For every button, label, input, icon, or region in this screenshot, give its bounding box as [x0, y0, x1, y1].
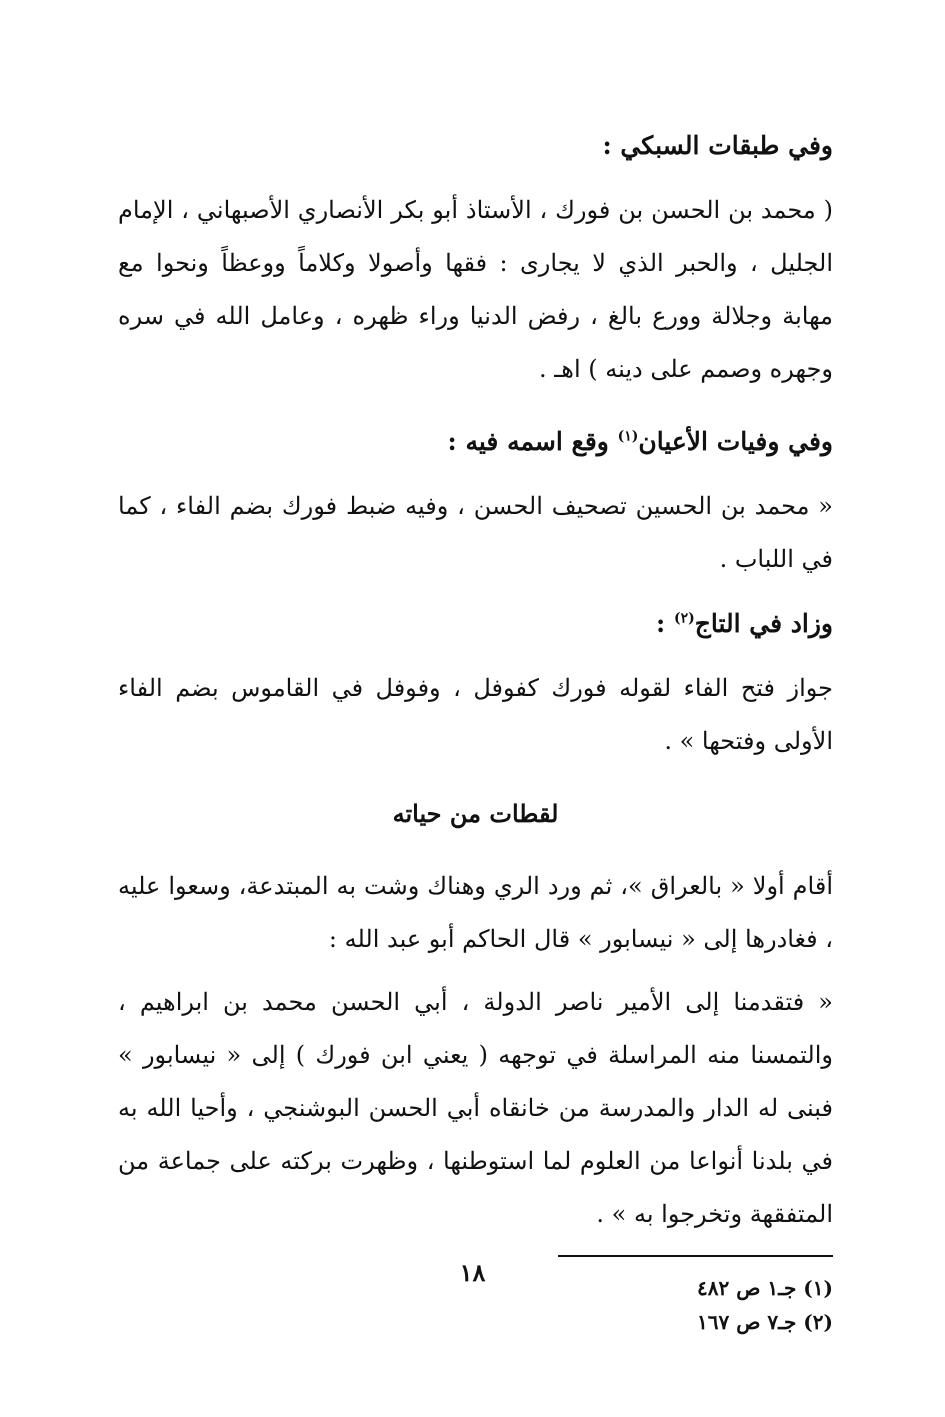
- paragraph-taj-quote: جواز فتح الفاء لقوله فورك كفوفل ، وفوفل في القاموس بضم الفاء الأولى وفتحها » .: [118, 674, 833, 755]
- footnote-ref-2: (٢): [673, 610, 695, 627]
- footnote-2: (٢) جـ٧ ص ١٦٧: [697, 1310, 833, 1334]
- footnote-1: (١) جـ١ ص ٤٨٢: [697, 1276, 833, 1300]
- heading-wafayat-al-ayan: [118, 414, 833, 470]
- paragraph-hakim-quote: « فتقدمنا إلى الأمير ناصر الدولة ، أبي الحسن محمد بن ابراهيم ، والتمسنا منه المراسلة في توجهه ( يعني ابن فورك ) إلى « نيسابور » فبنى له الدار والمدرسة من خانقاه أبي الحسن البوشنجي ، وأحيا الله به في بلدنا أنواعا من العلوم لما استوطنها ، وظهرت بركته على جماعة من المتفقهة وتخرجوا به » .: [118, 988, 833, 1228]
- heading-taj-tail: :: [656, 609, 674, 638]
- heading-taj-text: وزاد في التاج: [694, 609, 833, 638]
- paragraph-wafayat-quote: « محمد بن الحسين تصحيف الحسن ، وفيه ضبط فورك بضم الفاء ، كما في اللباب .: [118, 492, 833, 573]
- paragraph-subki-quote: ( محمد بن الحسن بن فورك ، الأستاذ أبو بكر الأنصاري الأصبهاني ، الإمام الجليل ، والحبر الذي لا يجارى : فقها وأصولا وكلاماً ووعظاً ونحوا مع مهابة وجلالة وورع بالغ ، رفض الدنيا وراء ظهره ، وعامل الله في سره وجهره وصمم على دينه ) اهـ .: [118, 196, 833, 383]
- heading-wafayat-tail: وقع اسمه فيه :: [447, 427, 618, 456]
- page-body: [118, 118, 833, 1339]
- section-title-life-glimpses: لقطات من حياته: [392, 799, 559, 828]
- heading-al-taj: [118, 596, 833, 652]
- footnote-divider: [558, 1255, 833, 1257]
- footnote-ref-1: (١): [617, 428, 639, 445]
- paragraph-residence: أقام أولا « بالعراق »، ثم ورد الري وهناك وشت به المبتدعة، وسعوا عليه ، فغادرها إلى « نيسابور » قال الحاكم أبو عبد الله :: [118, 872, 833, 953]
- heading-tabaqat-al-subki: وفي طبقات السبكي :: [602, 131, 833, 160]
- heading-wafayat-text: وفي وفيات الأعيان: [638, 427, 833, 456]
- page-number: ١٨: [459, 1258, 486, 1287]
